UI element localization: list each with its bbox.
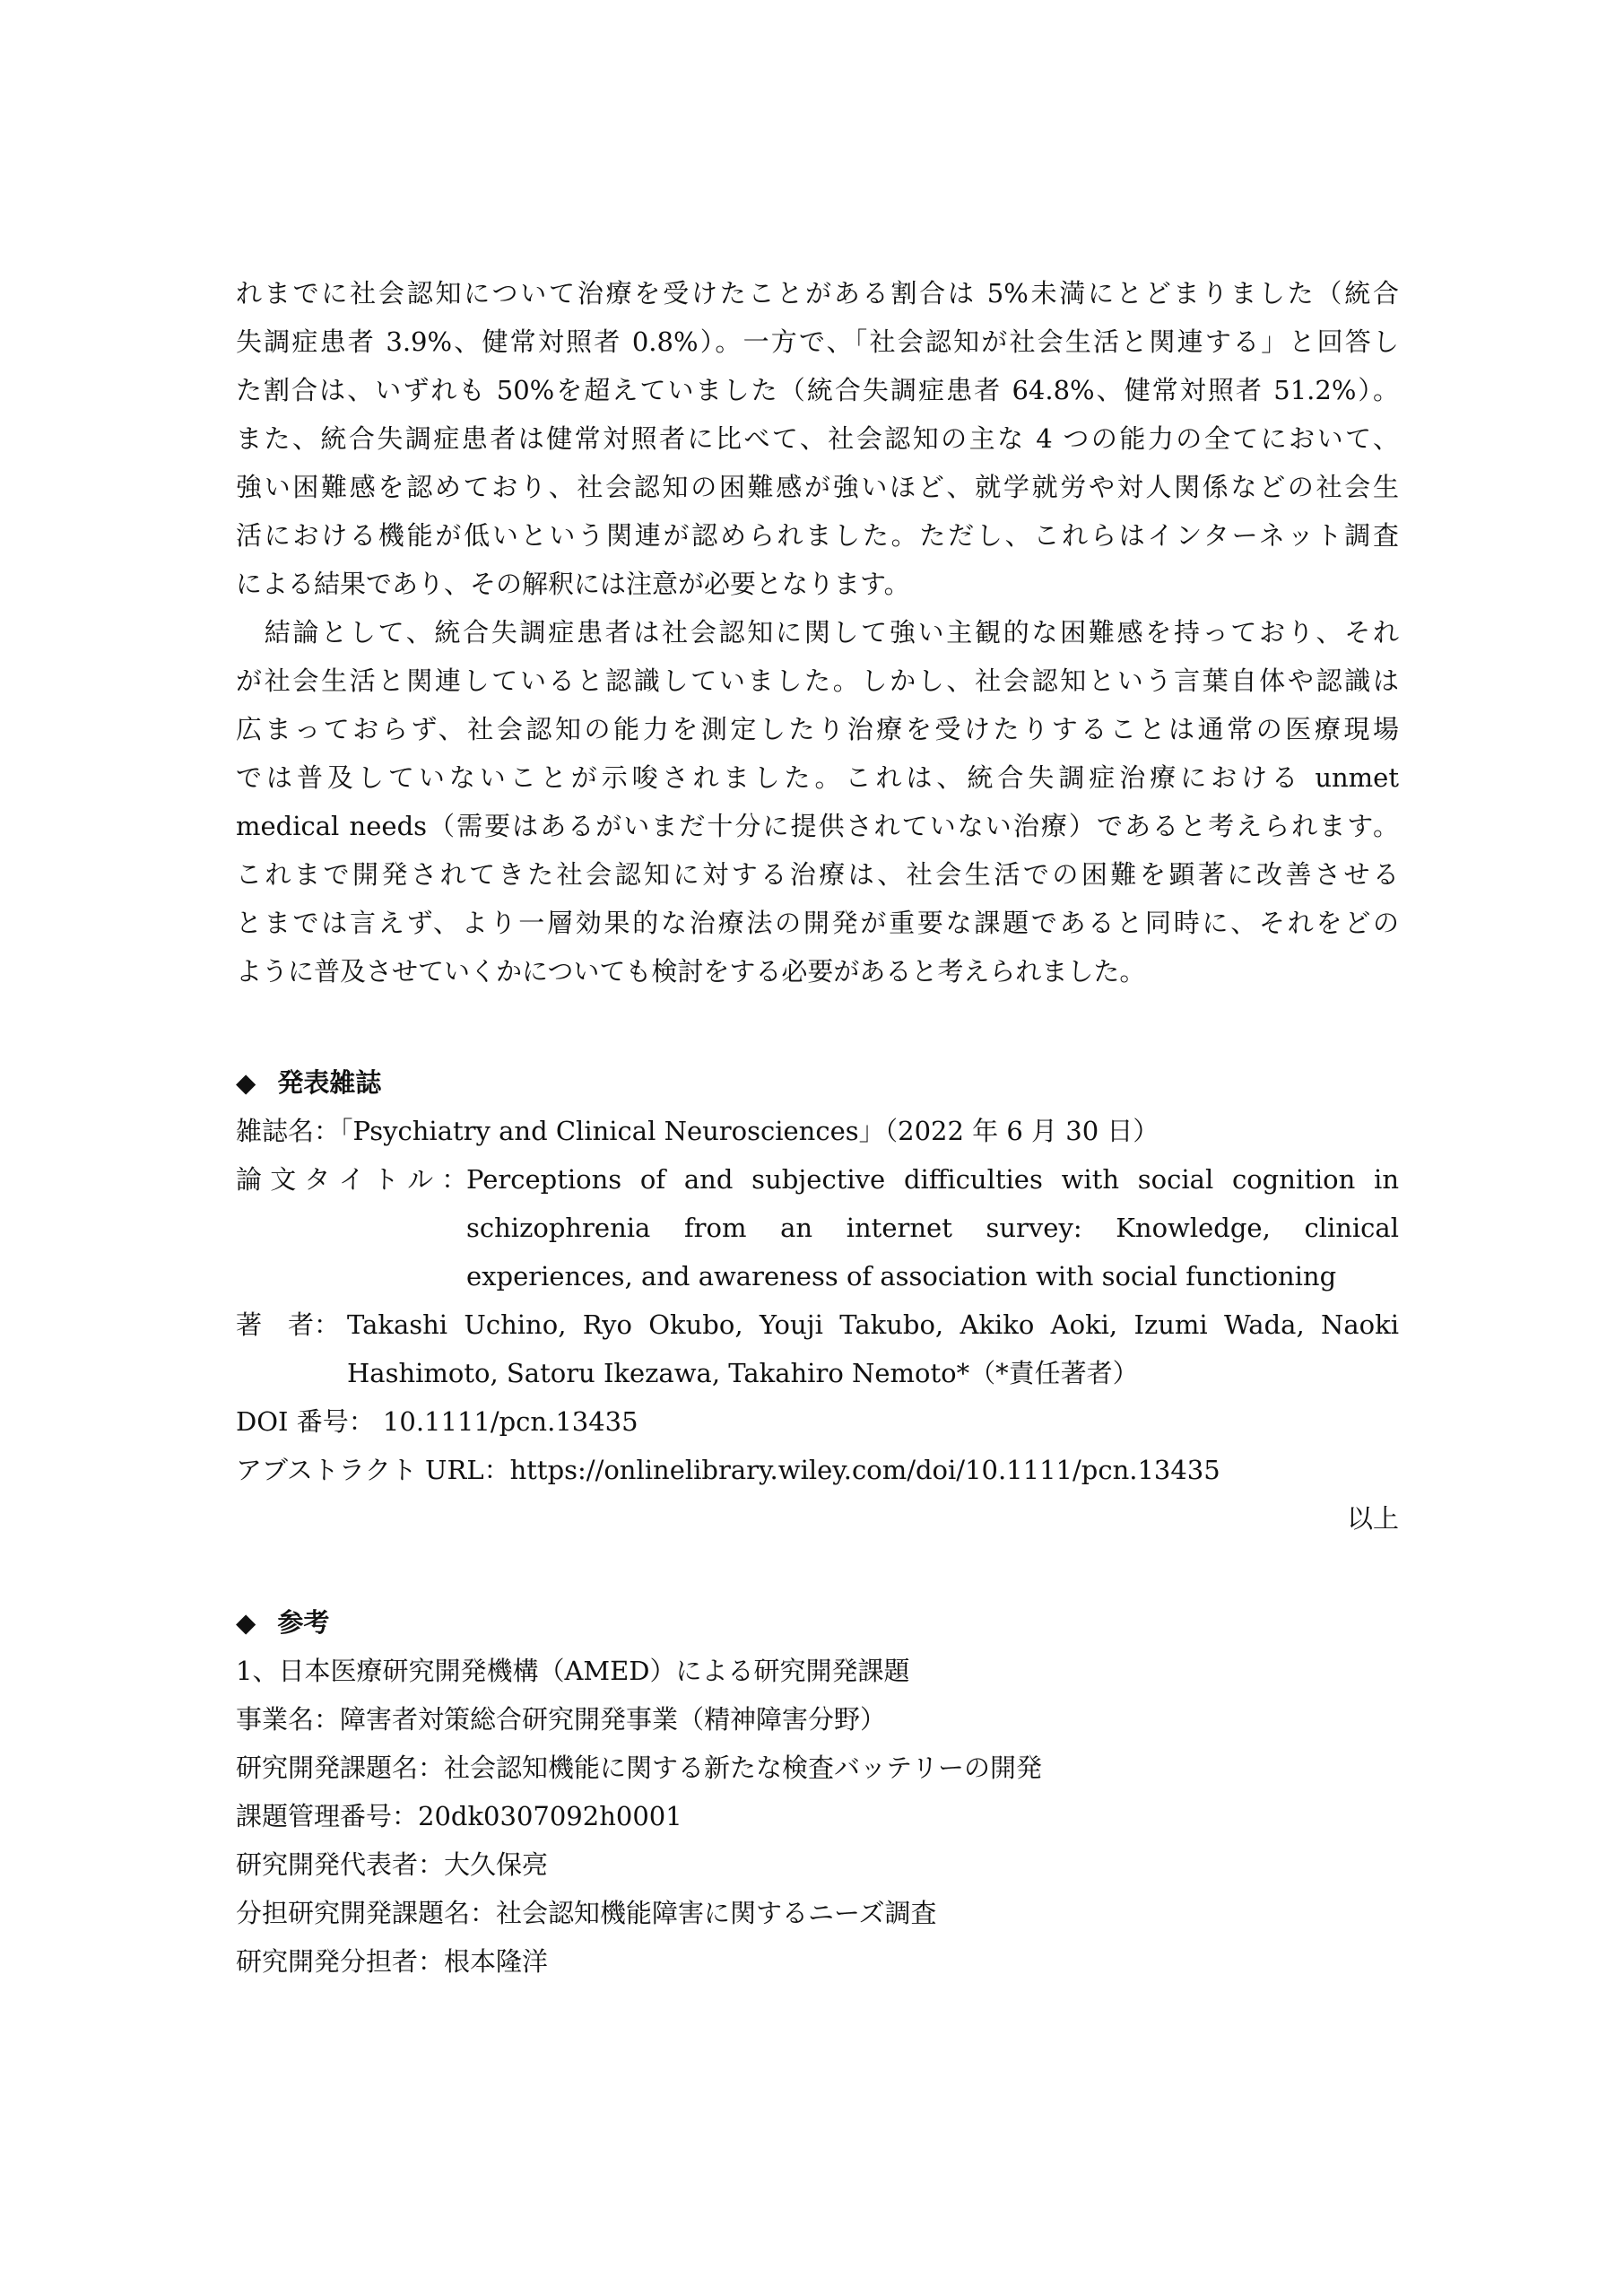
paper-title-line: experiences, and awareness of association with social functioning xyxy=(466,1261,1337,1292)
reference-line: 研究開発分担者：根本隆洋 xyxy=(236,1946,549,1977)
paper-title-row xyxy=(236,1204,1399,1252)
diamond-bullet-icon: ◆ xyxy=(236,1607,256,1638)
authors-label: 著 者： xyxy=(236,1309,341,1340)
reference-line: 1、日本医療研究開発機構（AMED）による研究開発課題 xyxy=(236,1656,910,1686)
body-line: ように普及させていくかについても検討をする必要があると考えられました。 xyxy=(236,956,1146,987)
reference-line: 事業名：障害者対策総合研究開発事業（精神障害分野） xyxy=(236,1704,887,1735)
reference-line: 研究開発課題名：社会認知機能に関する新たな検査バッテリーの開発 xyxy=(236,1752,1043,1783)
body-line: とまでは言えず、より一層効果的な治療法の開発が重要な課題であると同時に、それをどの xyxy=(236,908,1399,938)
paper-title-row xyxy=(236,1252,1399,1300)
reference-line: 研究開発代表者：大久保亮 xyxy=(236,1849,549,1880)
body-line: 活における機能が低いという関連が認められました。ただし、これらはインターネット調査 xyxy=(236,520,1399,551)
body-line: による結果であり、その解釈には注意が必要となります。 xyxy=(236,569,910,599)
reference-heading-text: 参考 xyxy=(277,1607,330,1638)
body-line: 広まっておらず、社会認知の能力を測定したり治療を受けたりすることは通常の医療現場 xyxy=(236,714,1399,744)
body-line: medical needs（需要はあるがいまだ十分に提供されていない治療）であると考えられます。 xyxy=(236,811,1399,841)
authors-line: Takashi Uchino, Ryo Okubo, Youji Takubo, Akiko Aoki, Izumi Wada, Naoki xyxy=(347,1309,1399,1340)
body-line: が社会生活と関連していると認識していました。しかし、社会認知という言葉自体や認識は xyxy=(236,665,1399,696)
indent-spacer xyxy=(236,1204,466,1252)
indent-spacer xyxy=(236,1252,466,1300)
journal-value: 「Psychiatry and Clinical Neurosciences」（2022 年 6 月 30 日） xyxy=(340,1116,1159,1146)
doi-label: DOI 番号： xyxy=(236,1406,375,1437)
body-text xyxy=(236,269,1399,996)
reference-line: 分担研究開発課題名：社会認知機能障害に関するニーズ調査 xyxy=(236,1898,937,1928)
body-line: また、統合失調症患者は健常対照者に比べて、社会認知の主な 4 つの能力の全てにおいて、 xyxy=(236,423,1399,454)
paper-title-line: schizophrenia from an internet survey: Knowledge, clinical xyxy=(466,1213,1399,1243)
reference-line: 課題管理番号：20dk0307092h0001 xyxy=(236,1801,682,1831)
body-line: では普及していないことが示唆されました。これは、統合失調症治療における unmet xyxy=(236,762,1399,793)
publication-section xyxy=(236,1058,1399,1543)
authors-row xyxy=(236,1349,1399,1397)
authors-row xyxy=(236,1300,1399,1349)
doi-value: 10.1111/pcn.13435 xyxy=(382,1406,638,1437)
abstract-url-link[interactable]: https://onlinelibrary.wiley.com/doi/10.1111/pcn.13435 xyxy=(509,1455,1220,1485)
body-line: た割合は、いずれも 50%を超えていました（統合失調症患者 64.8%、健常対照者 51.2%）。 xyxy=(236,375,1399,405)
paper-title-row xyxy=(236,1155,1399,1204)
diamond-bullet-icon: ◆ xyxy=(236,1067,256,1098)
reference-heading xyxy=(236,1598,1399,1647)
publication-heading-text: 発表雑誌 xyxy=(277,1067,382,1098)
doi-line xyxy=(236,1397,1399,1446)
body-line: これまで開発されてきた社会認知に対する治療は、社会生活での困難を顕著に改善させる xyxy=(236,859,1399,890)
reference-section xyxy=(236,1598,1399,1986)
paper-title-line: Perceptions of and subjective difficulties with social cognition in xyxy=(466,1164,1399,1195)
body-line: 結論として、統合失調症患者は社会認知に関して強い主観的な困難感を持っており、それ xyxy=(236,617,1399,648)
abstract-url-line xyxy=(236,1446,1399,1494)
body-line: 失調症患者 3.9%、健常対照者 0.8%）。一方で、「社会認知が社会生活と関連する」と回答し xyxy=(236,326,1399,357)
body-line: 強い困難感を認めており、社会認知の困難感が強いほど、就学就労や対人関係などの社会生 xyxy=(236,472,1399,502)
journal-label: 雑誌名： xyxy=(236,1116,341,1146)
closing-text: 以上 xyxy=(1346,1503,1399,1534)
indent-spacer xyxy=(236,1349,347,1397)
paper-title-label: 論 文 タ イ ト ル ： xyxy=(236,1164,468,1195)
authors-line: Hashimoto, Satoru Ikezawa, Takahiro Nemoto*（*責任著者） xyxy=(347,1358,1139,1388)
journal-line xyxy=(236,1107,1399,1155)
body-line: れまでに社会認知について治療を受けたことがある割合は 5%未満にとどまりました（統合 xyxy=(236,278,1399,309)
abstract-url-label: アブストラクト URL： xyxy=(236,1455,510,1485)
publication-heading xyxy=(236,1058,1399,1107)
